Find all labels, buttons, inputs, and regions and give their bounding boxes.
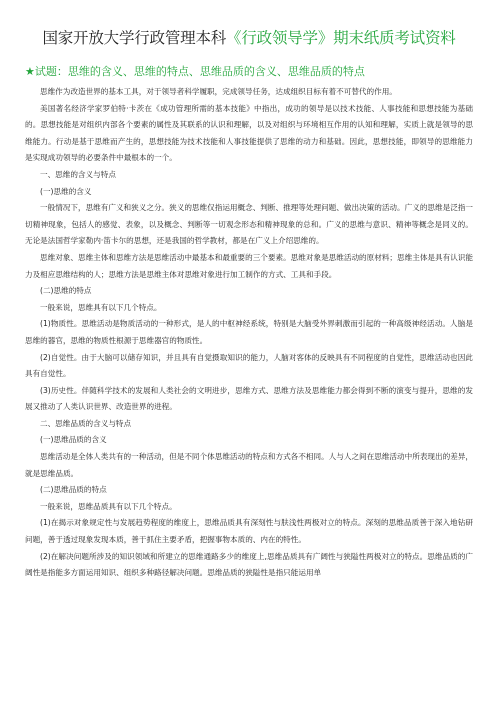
list-item-depth: (1)在揭示对象规定性与发展趋势程度的维度上，思维品质具有深刻性与肤浅性两极对立的特点。深刻的思维品质善于深入地钻研问题，善于透过现象发现本质，善于抓住主要矛盾，把握事物本质的、内在的特性。 <box>25 518 473 545</box>
paragraph-quality-definition: 思维活动是全体人类共有的一种活动，但是不同个体思维活动的特点和方式各不相同。人与人之间在思维活动中所表现出的差异，就是思维品质。 <box>25 452 473 478</box>
subsection-heading-2-1: (一)思维品质的含义 <box>40 435 107 445</box>
paragraph-elements: 思维对象、思维主体和思维方法是思维活动中最基本和最重要的三个要素。思维对象是思维活动的原材料；思维主体是具有认识能力及相应思维结构的人；思维方法是思维主体对思维对象进行加工制作的方式、工具和手段。 <box>25 252 473 279</box>
list-item-breadth: (2)在解决问题所涉及的知识领域和所建立的思维通路多少的维度上,思维品质具有广阔性与狭隘性两极对立的特点。思维品质的广阔性是指能多方面运用知识、组织多种路径解决问题。思维品质的狭隘性是指只能运用单 <box>25 551 473 578</box>
title-part-2: 《行政领导学》期末 <box>226 29 364 47</box>
question-text: 试题：思维的含义、思维的特点、思维品质的含义、思维品质的特点 <box>34 65 365 78</box>
list-item-historicity: (3)历史性。伴随科学技术的发展和人类社会的文明进步，思维方式、思维方法及思维能力都会得到不断的演变与提升，思维的发展又推动了人类认识世界、改造世界的进程。 <box>25 385 473 412</box>
subsection-heading-2-2: (二)思维品质的特点 <box>40 485 107 495</box>
list-item-consciousness: (2)自觉性。由于大脑可以储存知识，并且具有自觉摄取知识的能力，人脑对客体的反映具有不同程度的自觉性，思维活动也因此具有自觉性。 <box>25 352 473 379</box>
title-part-3: 纸质考试资料 <box>363 29 456 47</box>
paragraph-lead-in-2: 一般来说，思维品质具有以下几个特点。 <box>40 501 177 511</box>
page-title <box>25 28 473 48</box>
title-part-1: 国家开放大学行政管理本科 <box>42 29 227 47</box>
paragraph-katz: 美国著名经济学家罗伯特·卡茨在《成功管理所需的基本技能》中指出，成功的领导是以技术技能、人事技能和思想技能为基础的。思想技能是对组织内部各个要素的属性及其联系的认识和理解，以及对组织与环境相互作用的认知和理解，实质上就是领导的思维能力。行动是基于思维而产生的，思想技能为技术技能和人事技能提供了思维的动力和基础。因此，思想技能，即领导的思维能力是实现成功领导的必要条件中最根本的一个。 <box>25 103 473 163</box>
paragraph-intro: 思维作为改造世界的基本工具，对于领导者科学履职，完成领导任务，达成组织目标有着不可替代的作用。 <box>40 87 397 96</box>
question-heading <box>25 65 473 79</box>
list-item-materiality: (1)物质性。思维活动是物质活动的一种形式，是人的中枢神经系统，特别是大脑受外界刺激而引起的一种高级神经活动。人脑是思维的器官，思维的物质性根源于思维器官的物质性。 <box>25 319 473 345</box>
subsection-heading-1-1: (一)思维的含义 <box>40 186 92 196</box>
paragraph-definition: 一般情况下，思维有广义和狭义之分。狭义的思维仅指运用概念、判断、推理等处理问题、做出决策的活动。广义的思维是泛指一切精神现象，包括人的感觉、表象，以及概念、判断等一切观念形态和精神现象的总和。广义的思维与意识、精神等概念是同义的。无论是法国哲学家勒内·笛卡尔的思想，还是我国的哲学教材，都是在广义上介绍思维的。 <box>25 203 473 246</box>
section-heading-1: 一、思维的含义与特点 <box>40 169 116 179</box>
subsection-heading-1-2: (二)思维的特点 <box>40 286 92 296</box>
star-icon: ★ <box>25 65 35 78</box>
section-heading-2: 二、思维品质的含义与特点 <box>40 418 132 428</box>
paragraph-lead-in-1: 一般来说，思维具有以下几个特点。 <box>40 302 162 312</box>
